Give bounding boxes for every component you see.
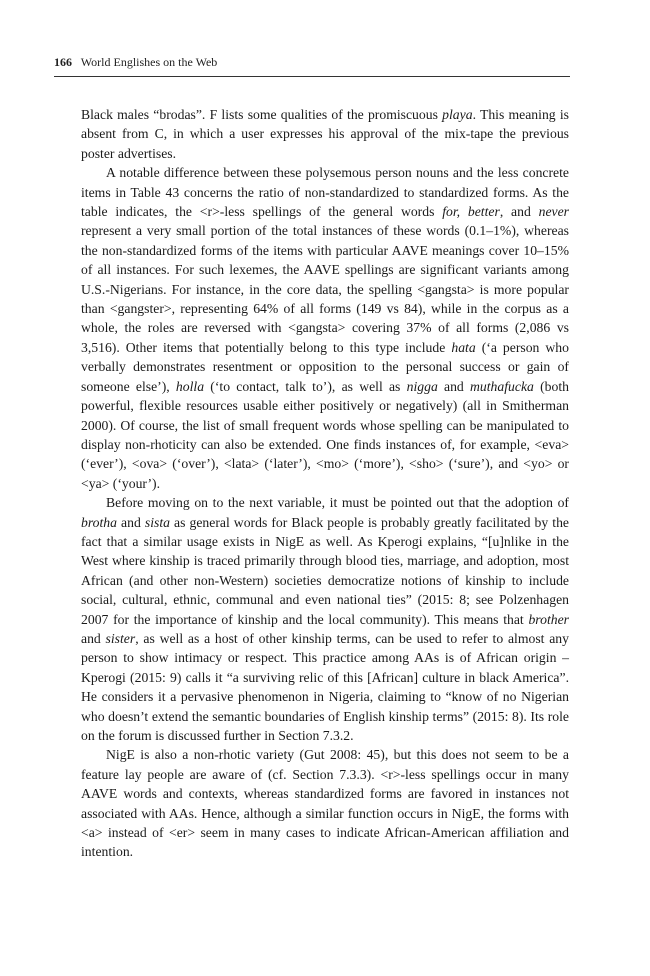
text-run: represent a very small portion of the total instances of these words (0.1–1%), whereas the non-standardized forms of the items with particular AAVE meanings cover 10–15% of all instances. For such lexemes, the AAVE spellings are significant variants among U.S.-Nigerians. For instance, in the core data, the spelling <gangsta> is more popular than <gangster>, representing 64% of all forms (149 vs 84), while in the corpus as a whole, the roles are reversed with <gangsta> covering 37% of all forms (2,086 vs 3,516). Other items that potentially belong to this type include <box>81 223 569 355</box>
paragraph-2 <box>81 163 569 493</box>
italic-term: brotha <box>81 514 117 530</box>
text-run: (‘a person who verbally demonstrates resentment or opposition to the personal success or gain of someone else’), <box>81 339 569 394</box>
italic-term: playa <box>442 107 473 122</box>
italic-term: never <box>538 204 570 220</box>
text-run: (‘to contact, talk to’), as well as <box>204 378 407 394</box>
text-run: and <box>117 514 145 530</box>
page-number: 166 <box>54 55 72 69</box>
italic-term: brother <box>528 611 569 627</box>
text-run: as general words for Black people is probably greatly facilitated by the fact that a similar usage exists in NigE as well. As Kperogi explains, “[u]nlike in the West where kinship is traced primarily through blood ties, marriage, and adoption, most African (and other non-Western) societies democratize notions of kinship to include social, cultural, ethnic, communal and even national ties” (2015: 8; see Polzenhagen 2007 for the importance of kinship and the local community). This means that <box>81 514 570 627</box>
text-run: and <box>81 630 106 646</box>
text-run: and <box>437 378 470 394</box>
text-run: Before moving on to the next variable, it must be pointed out that the adoption of <box>106 495 569 511</box>
italic-term: sister <box>105 630 136 646</box>
header-rule <box>54 76 570 77</box>
italic-term: hata <box>451 339 476 355</box>
text-run: NigE is also a non-rhotic variety (Gut 2008: 45), but this does not seem to be a feature lay people are aware of (cf. Section 7.3.3). <r>-less spellings occur in many AAVE words and contexts, whereas standardized forms are favored in instances not associated with AAs. Hence, although a similar function occurs in NigE, the forms with <a> instead of <er> seem in many cases to indicate African-American affiliation and intention. <box>81 747 569 860</box>
text-run: A notable difference between these polysemous person nouns and the less concrete items in Table 43 concerns the ratio of non-standardized to standardized forms. As the table indicates, the <r>-less spellings of the general words <box>81 165 569 220</box>
text-run: Black males “brodas”. F lists some qualities of the promiscuous <box>81 107 443 122</box>
text-run: , as well as a host of other kinship terms, can be used to refer to almost any person to show intimacy or respect. This practice among AAs is of African origin – Kperogi (2015: 9) calls it “a surviving relic of this [African] culture in black America”. He considers it a pervasive phenomenon in Nigeria, claiming to “know of no Nigerian who doesn’t extend the semantic boundaries of English kinship terms” (2015: 8). Its role on the forum is discussed further in Section 7.3.2. <box>81 630 569 743</box>
paragraph-4 <box>81 745 569 861</box>
text-run: . This meaning is absent from C, in which a user expresses his approval of the mix-tape the previous poster advertises. <box>81 107 569 161</box>
paragraph-1 <box>81 105 569 163</box>
body-text <box>81 105 569 862</box>
text-run: , and <box>499 204 539 220</box>
italic-term: muthafucka <box>470 378 534 394</box>
running-header <box>54 54 570 70</box>
running-title: World Englishes on the Web <box>80 55 218 69</box>
text-run: (both powerful, flexible resources usable either positively or negatively) (all in Smitherman 2000). Of course, the list of small frequent words whose spelling can be manipulated to display non-rhoticity can also be extended. One finds instances of, for example, <eva> (‘ever’), <ova> (‘over’), <lata> (‘later’), <mo> (‘more’), <sho> (‘sure’), and <yo> or <ya> (‘your’). <box>81 378 569 491</box>
italic-term: sista <box>144 514 170 530</box>
italic-term: for, better <box>442 204 500 220</box>
paragraph-3 <box>81 493 569 745</box>
italic-term: holla <box>175 378 205 394</box>
italic-term: nigga <box>406 378 438 394</box>
